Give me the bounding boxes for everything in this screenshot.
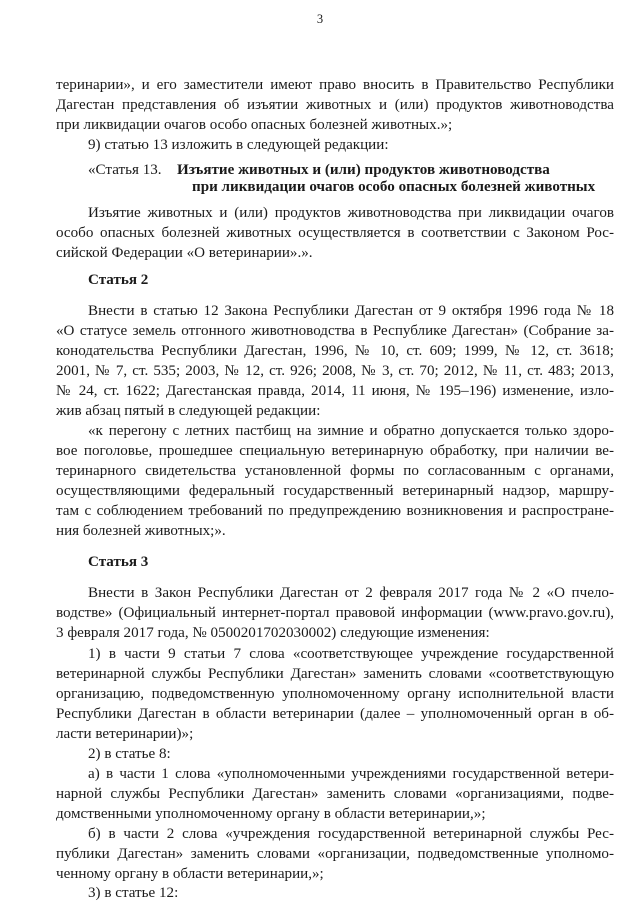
text-line: Внести в Закон Республики Дагестан от 2 февраля 2017 года № 2 «О пчело-: [88, 585, 614, 601]
text-line: ласти ветеринарии)»;: [56, 726, 194, 742]
text-line: 3) в статье 12:: [88, 885, 179, 901]
text-line: теринарного свидетельства установленной формы по согласованным с органами,: [56, 463, 614, 479]
text-line: № 24, ст. 1622; Дагестанская правда, 2014, 11 июня, № 195–196) изменение, изло-: [56, 383, 614, 399]
text-line: водстве» (Официальный интернет-портал правовой информации (www.pravo.gov.ru),: [56, 605, 614, 621]
text-line: сийской Федерации «О ветеринарии».».: [56, 245, 313, 261]
text-line: «О статусе земель отгонного животноводства в Республике Дагестан» (Собрание за-: [56, 323, 614, 339]
text-line: организацию, подведомственную уполномоченному органу исполнительной власти: [56, 686, 614, 702]
text-line: 2) в статье 8:: [88, 746, 171, 762]
article-13-heading: Изъятие животных и (или) продуктов животноводства: [177, 162, 550, 178]
text-line: ветеринарной службы Республики Дагестан» заменить словами «соответствующую: [56, 666, 614, 682]
text-line: там с соблюдением требований по предупреждению возникновения и распростране-: [56, 503, 614, 519]
text-line: «к перегону с летних пастбищ на зимние и обратно допускается только здоро-: [88, 423, 614, 439]
text-line: теринарии», и его заместители имеют право вносить в Правительство Республики: [56, 77, 614, 93]
text-line: особо опасных болезней животных осуществляется в соответствии с Законом Рос-: [56, 225, 614, 241]
page-number: 3: [316, 12, 324, 26]
article-3-heading: Статья 3: [88, 554, 149, 570]
text-line: 1) в части 9 статьи 7 слова «соответствующее учреждение государственной: [88, 646, 614, 662]
article-13-label: «Статья 13.: [88, 162, 162, 178]
text-line: ния болезней животных;».: [56, 523, 226, 539]
text-line: жив абзац пятый в следующей редакции:: [56, 403, 321, 419]
text-line: 2001, № 7, ст. 535; 2003, № 12, ст. 926; 2008, № 3, ст. 70; 2012, № 11, ст. 483; 2013,: [56, 363, 614, 379]
text-line: Республики Дагестан в области ветеринарии (далее – уполномоченный орган в об-: [56, 706, 614, 722]
text-line: конодательства Республики Дагестан, 1996, № 10, ст. 609; 1999, № 12, ст. 3618;: [56, 343, 614, 359]
text-line: 9) статью 13 изложить в следующей редакции:: [88, 137, 389, 153]
text-line: ченному органу в области ветеринарии,»;: [56, 866, 324, 882]
article-13-heading: при ликвидации очагов особо опасных болезней животных: [192, 179, 596, 195]
text-line: Изъятие животных и (или) продуктов животноводства при ликвидации очагов: [88, 205, 614, 221]
text-line: 3 февраля 2017 года, № 0500201702030002) следующие изменения:: [56, 625, 490, 641]
text-line: Внести в статью 12 Закона Республики Дагестан от 9 октября 1996 года № 18: [88, 303, 614, 319]
text-line: б) в части 2 слова «учреждения государственной ветеринарной службы Рес-: [88, 826, 614, 842]
text-line: при ликвидации очагов особо опасных болезней животных.»;: [56, 117, 453, 133]
text-line: осуществляющими федеральный государственный ветеринарный надзор, маршру-: [56, 483, 614, 499]
text-line: вое поголовье, прошедшее специальную ветеринарную обработку, при наличии ве-: [56, 443, 614, 459]
text-line: нарной службы Республики Дагестан» заменить словами «организациями, подве-: [56, 786, 614, 802]
article-2-heading: Статья 2: [88, 272, 149, 288]
text-line: домственными уполномоченному органу в области ветеринарии,»;: [56, 806, 486, 822]
text-line: публики Дагестан» заменить словами «организации, подведомственные уполномо-: [56, 846, 614, 862]
text-line: а) в части 1 слова «уполномоченными учреждениями государственной ветери-: [88, 766, 614, 782]
text-line: Дагестан представления об изъятии животных и (или) продуктов животноводства: [56, 97, 614, 113]
